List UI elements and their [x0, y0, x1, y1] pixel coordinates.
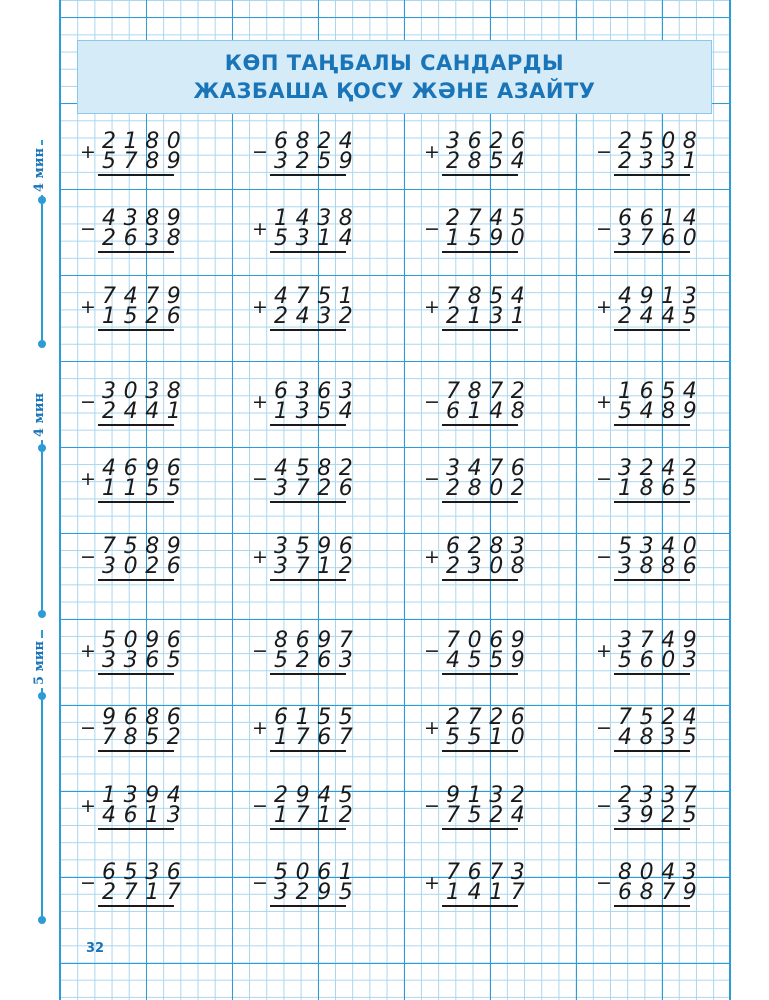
operation-sign: +: [80, 141, 96, 163]
answer-line: [442, 174, 518, 176]
title-banner: [77, 40, 712, 114]
answer-line: [98, 750, 174, 752]
second-operand: 1354: [274, 399, 361, 424]
answer-line: [442, 251, 518, 253]
operation-sign: +: [252, 391, 268, 413]
answer-line: [98, 501, 174, 503]
timer-dot-3-start: [38, 692, 46, 700]
operation-sign: +: [596, 640, 612, 662]
problem-8-4: [596, 705, 705, 752]
problem-1-1: [80, 129, 189, 176]
second-operand: 5603: [618, 648, 705, 673]
timer-dot-2-end: [38, 610, 46, 618]
second-operand: 4835: [618, 725, 705, 750]
problem-6-3: [424, 534, 533, 581]
problem-8-1: [80, 705, 189, 752]
answer-line: [614, 750, 690, 752]
operation-sign: −: [80, 391, 96, 413]
problem-1-2: [252, 129, 361, 176]
first-operand: 7524: [618, 705, 705, 730]
operation-sign: +: [252, 546, 268, 568]
first-operand: 3038: [102, 379, 189, 404]
first-operand: 2745: [446, 206, 533, 231]
first-operand: 8043: [618, 860, 705, 885]
answer-line: [614, 424, 690, 426]
second-operand: 7852: [102, 725, 189, 750]
first-operand: 4913: [618, 284, 705, 309]
first-operand: 2508: [618, 129, 705, 154]
answer-line: [98, 905, 174, 907]
problem-2-4: [596, 206, 705, 253]
operation-sign: −: [596, 717, 612, 739]
operation-sign: +: [596, 391, 612, 413]
operation-sign: +: [424, 872, 440, 894]
first-operand: 5096: [102, 628, 189, 653]
problem-4-4: [596, 379, 705, 426]
timer-dot-2-start: [38, 444, 46, 452]
operation-sign: −: [596, 218, 612, 240]
first-operand: 9132: [446, 783, 533, 808]
first-operand: 7589: [102, 534, 189, 559]
answer-line: [270, 251, 346, 253]
second-operand: 3295: [274, 880, 361, 905]
problem-9-4: [596, 783, 705, 830]
first-operand: 4582: [274, 456, 361, 481]
operation-sign: +: [252, 717, 268, 739]
answer-line: [614, 905, 690, 907]
operation-sign: −: [596, 795, 612, 817]
second-operand: 1865: [618, 476, 705, 501]
problem-10-1: [80, 860, 189, 907]
operation-sign: +: [424, 296, 440, 318]
answer-line: [270, 579, 346, 581]
first-operand: 2180: [102, 129, 189, 154]
second-operand: 2717: [102, 880, 189, 905]
operation-sign: +: [80, 795, 96, 817]
problem-3-1: [80, 284, 189, 331]
problem-5-3: [424, 456, 533, 503]
answer-line: [270, 905, 346, 907]
answer-line: [614, 329, 690, 331]
operation-sign: −: [424, 640, 440, 662]
first-operand: 6283: [446, 534, 533, 559]
second-operand: 6879: [618, 880, 705, 905]
problem-4-1: [80, 379, 189, 426]
second-operand: 2854: [446, 149, 533, 174]
operation-sign: −: [424, 391, 440, 413]
second-operand: 3259: [274, 149, 361, 174]
first-operand: 7479: [102, 284, 189, 309]
answer-line: [270, 174, 346, 176]
first-operand: 6614: [618, 206, 705, 231]
first-operand: 4751: [274, 284, 361, 309]
second-operand: 3925: [618, 803, 705, 828]
problem-2-2: [252, 206, 361, 253]
problem-2-3: [424, 206, 533, 253]
answer-line: [614, 673, 690, 675]
operation-sign: −: [252, 640, 268, 662]
second-operand: 2445: [618, 304, 705, 329]
first-operand: 7854: [446, 284, 533, 309]
second-operand: 2308: [446, 554, 533, 579]
answer-line: [270, 424, 346, 426]
problem-8-3: [424, 705, 533, 752]
second-operand: 5489: [618, 399, 705, 424]
problem-7-1: [80, 628, 189, 675]
first-operand: 1438: [274, 206, 361, 231]
problem-10-3: [424, 860, 533, 907]
problem-7-4: [596, 628, 705, 675]
answer-line: [98, 673, 174, 675]
timer-dot-1-start: [38, 196, 46, 204]
second-operand: 3886: [618, 554, 705, 579]
first-operand: 3749: [618, 628, 705, 653]
problem-7-3: [424, 628, 533, 675]
second-operand: 3712: [274, 554, 361, 579]
operation-sign: −: [252, 872, 268, 894]
answer-line: [442, 424, 518, 426]
first-operand: 2337: [618, 783, 705, 808]
first-operand: 8697: [274, 628, 361, 653]
second-operand: 3726: [274, 476, 361, 501]
timer-dot-1-end: [38, 340, 46, 348]
first-operand: 4696: [102, 456, 189, 481]
title-line-2: ЖАЗБАША ҚОСУ ЖӘНЕ АЗАЙТУ: [193, 79, 596, 103]
first-operand: 3626: [446, 129, 533, 154]
first-operand: 1654: [618, 379, 705, 404]
answer-line: [98, 329, 174, 331]
problem-6-1: [80, 534, 189, 581]
answer-line: [442, 905, 518, 907]
second-operand: 2638: [102, 226, 189, 251]
second-operand: 1590: [446, 226, 533, 251]
second-operand: 5314: [274, 226, 361, 251]
second-operand: 4559: [446, 648, 533, 673]
second-operand: 1526: [102, 304, 189, 329]
first-operand: 1394: [102, 783, 189, 808]
problem-1-3: [424, 129, 533, 176]
answer-line: [270, 673, 346, 675]
second-operand: 1767: [274, 725, 361, 750]
operation-sign: −: [80, 546, 96, 568]
answer-line: [614, 174, 690, 176]
answer-line: [614, 828, 690, 830]
second-operand: 5263: [274, 648, 361, 673]
problem-5-4: [596, 456, 705, 503]
timer-label-1: 4 мин: [32, 145, 52, 195]
second-operand: 3760: [618, 226, 705, 251]
first-operand: 3476: [446, 456, 533, 481]
second-operand: 1712: [274, 803, 361, 828]
operation-sign: −: [424, 468, 440, 490]
first-operand: 5340: [618, 534, 705, 559]
second-operand: 6148: [446, 399, 533, 424]
problem-5-2: [252, 456, 361, 503]
problem-5-1: [80, 456, 189, 503]
problem-9-3: [424, 783, 533, 830]
first-operand: 5061: [274, 860, 361, 885]
problem-4-3: [424, 379, 533, 426]
first-operand: 6155: [274, 705, 361, 730]
operation-sign: −: [596, 546, 612, 568]
problem-10-2: [252, 860, 361, 907]
answer-line: [442, 501, 518, 503]
operation-sign: +: [80, 468, 96, 490]
problem-2-1: [80, 206, 189, 253]
answer-line: [270, 750, 346, 752]
operation-sign: −: [252, 795, 268, 817]
answer-line: [442, 828, 518, 830]
operation-sign: +: [424, 141, 440, 163]
operation-sign: −: [252, 468, 268, 490]
problem-9-1: [80, 783, 189, 830]
answer-line: [442, 579, 518, 581]
second-operand: 5510: [446, 725, 533, 750]
answer-line: [98, 828, 174, 830]
problem-1-4: [596, 129, 705, 176]
operation-sign: +: [80, 640, 96, 662]
operation-sign: +: [252, 296, 268, 318]
problem-3-4: [596, 284, 705, 331]
page-number: 32: [86, 941, 105, 956]
answer-line: [442, 329, 518, 331]
answer-line: [98, 251, 174, 253]
operation-sign: −: [80, 872, 96, 894]
operation-sign: −: [596, 141, 612, 163]
problem-6-2: [252, 534, 361, 581]
answer-line: [98, 424, 174, 426]
title-line-1: КӨП ТАҢБАЛЫ САНДАРДЫ: [224, 51, 565, 75]
first-operand: 3242: [618, 456, 705, 481]
second-operand: 2331: [618, 149, 705, 174]
problem-9-2: [252, 783, 361, 830]
first-operand: 7673: [446, 860, 533, 885]
answer-line: [270, 329, 346, 331]
first-operand: 4389: [102, 206, 189, 231]
problem-10-4: [596, 860, 705, 907]
first-operand: 2726: [446, 705, 533, 730]
operation-sign: −: [424, 218, 440, 240]
second-operand: 2441: [102, 399, 189, 424]
operation-sign: −: [80, 717, 96, 739]
second-operand: 2131: [446, 304, 533, 329]
problem-8-2: [252, 705, 361, 752]
first-operand: 6363: [274, 379, 361, 404]
timer-dot-3-end: [38, 916, 46, 924]
first-operand: 9686: [102, 705, 189, 730]
operation-sign: −: [424, 795, 440, 817]
first-operand: 6824: [274, 129, 361, 154]
answer-line: [98, 174, 174, 176]
answer-line: [442, 750, 518, 752]
second-operand: 1417: [446, 880, 533, 905]
first-operand: 2945: [274, 783, 361, 808]
problem-7-2: [252, 628, 361, 675]
first-operand: 3596: [274, 534, 361, 559]
problem-6-4: [596, 534, 705, 581]
operation-sign: −: [596, 468, 612, 490]
answer-line: [442, 673, 518, 675]
second-operand: 3026: [102, 554, 189, 579]
first-operand: 7872: [446, 379, 533, 404]
timer-label-2: 4 мин: [32, 390, 52, 440]
second-operand: 1155: [102, 476, 189, 501]
answer-line: [270, 501, 346, 503]
operation-sign: −: [596, 872, 612, 894]
operation-sign: −: [80, 218, 96, 240]
answer-line: [98, 579, 174, 581]
operation-sign: +: [424, 717, 440, 739]
first-operand: 7069: [446, 628, 533, 653]
operation-sign: +: [424, 546, 440, 568]
operation-sign: −: [252, 141, 268, 163]
second-operand: 5789: [102, 149, 189, 174]
timer-label-3: 5 мин: [32, 638, 52, 688]
second-operand: 4613: [102, 803, 189, 828]
answer-line: [614, 251, 690, 253]
operation-sign: +: [252, 218, 268, 240]
answer-line: [614, 501, 690, 503]
second-operand: 2432: [274, 304, 361, 329]
problem-4-2: [252, 379, 361, 426]
answer-line: [614, 579, 690, 581]
page-right-border: [729, 0, 731, 1000]
problem-3-2: [252, 284, 361, 331]
first-operand: 6536: [102, 860, 189, 885]
answer-line: [270, 828, 346, 830]
operation-sign: +: [80, 296, 96, 318]
problem-3-3: [424, 284, 533, 331]
operation-sign: +: [596, 296, 612, 318]
second-operand: 3365: [102, 648, 189, 673]
second-operand: 7524: [446, 803, 533, 828]
second-operand: 2802: [446, 476, 533, 501]
